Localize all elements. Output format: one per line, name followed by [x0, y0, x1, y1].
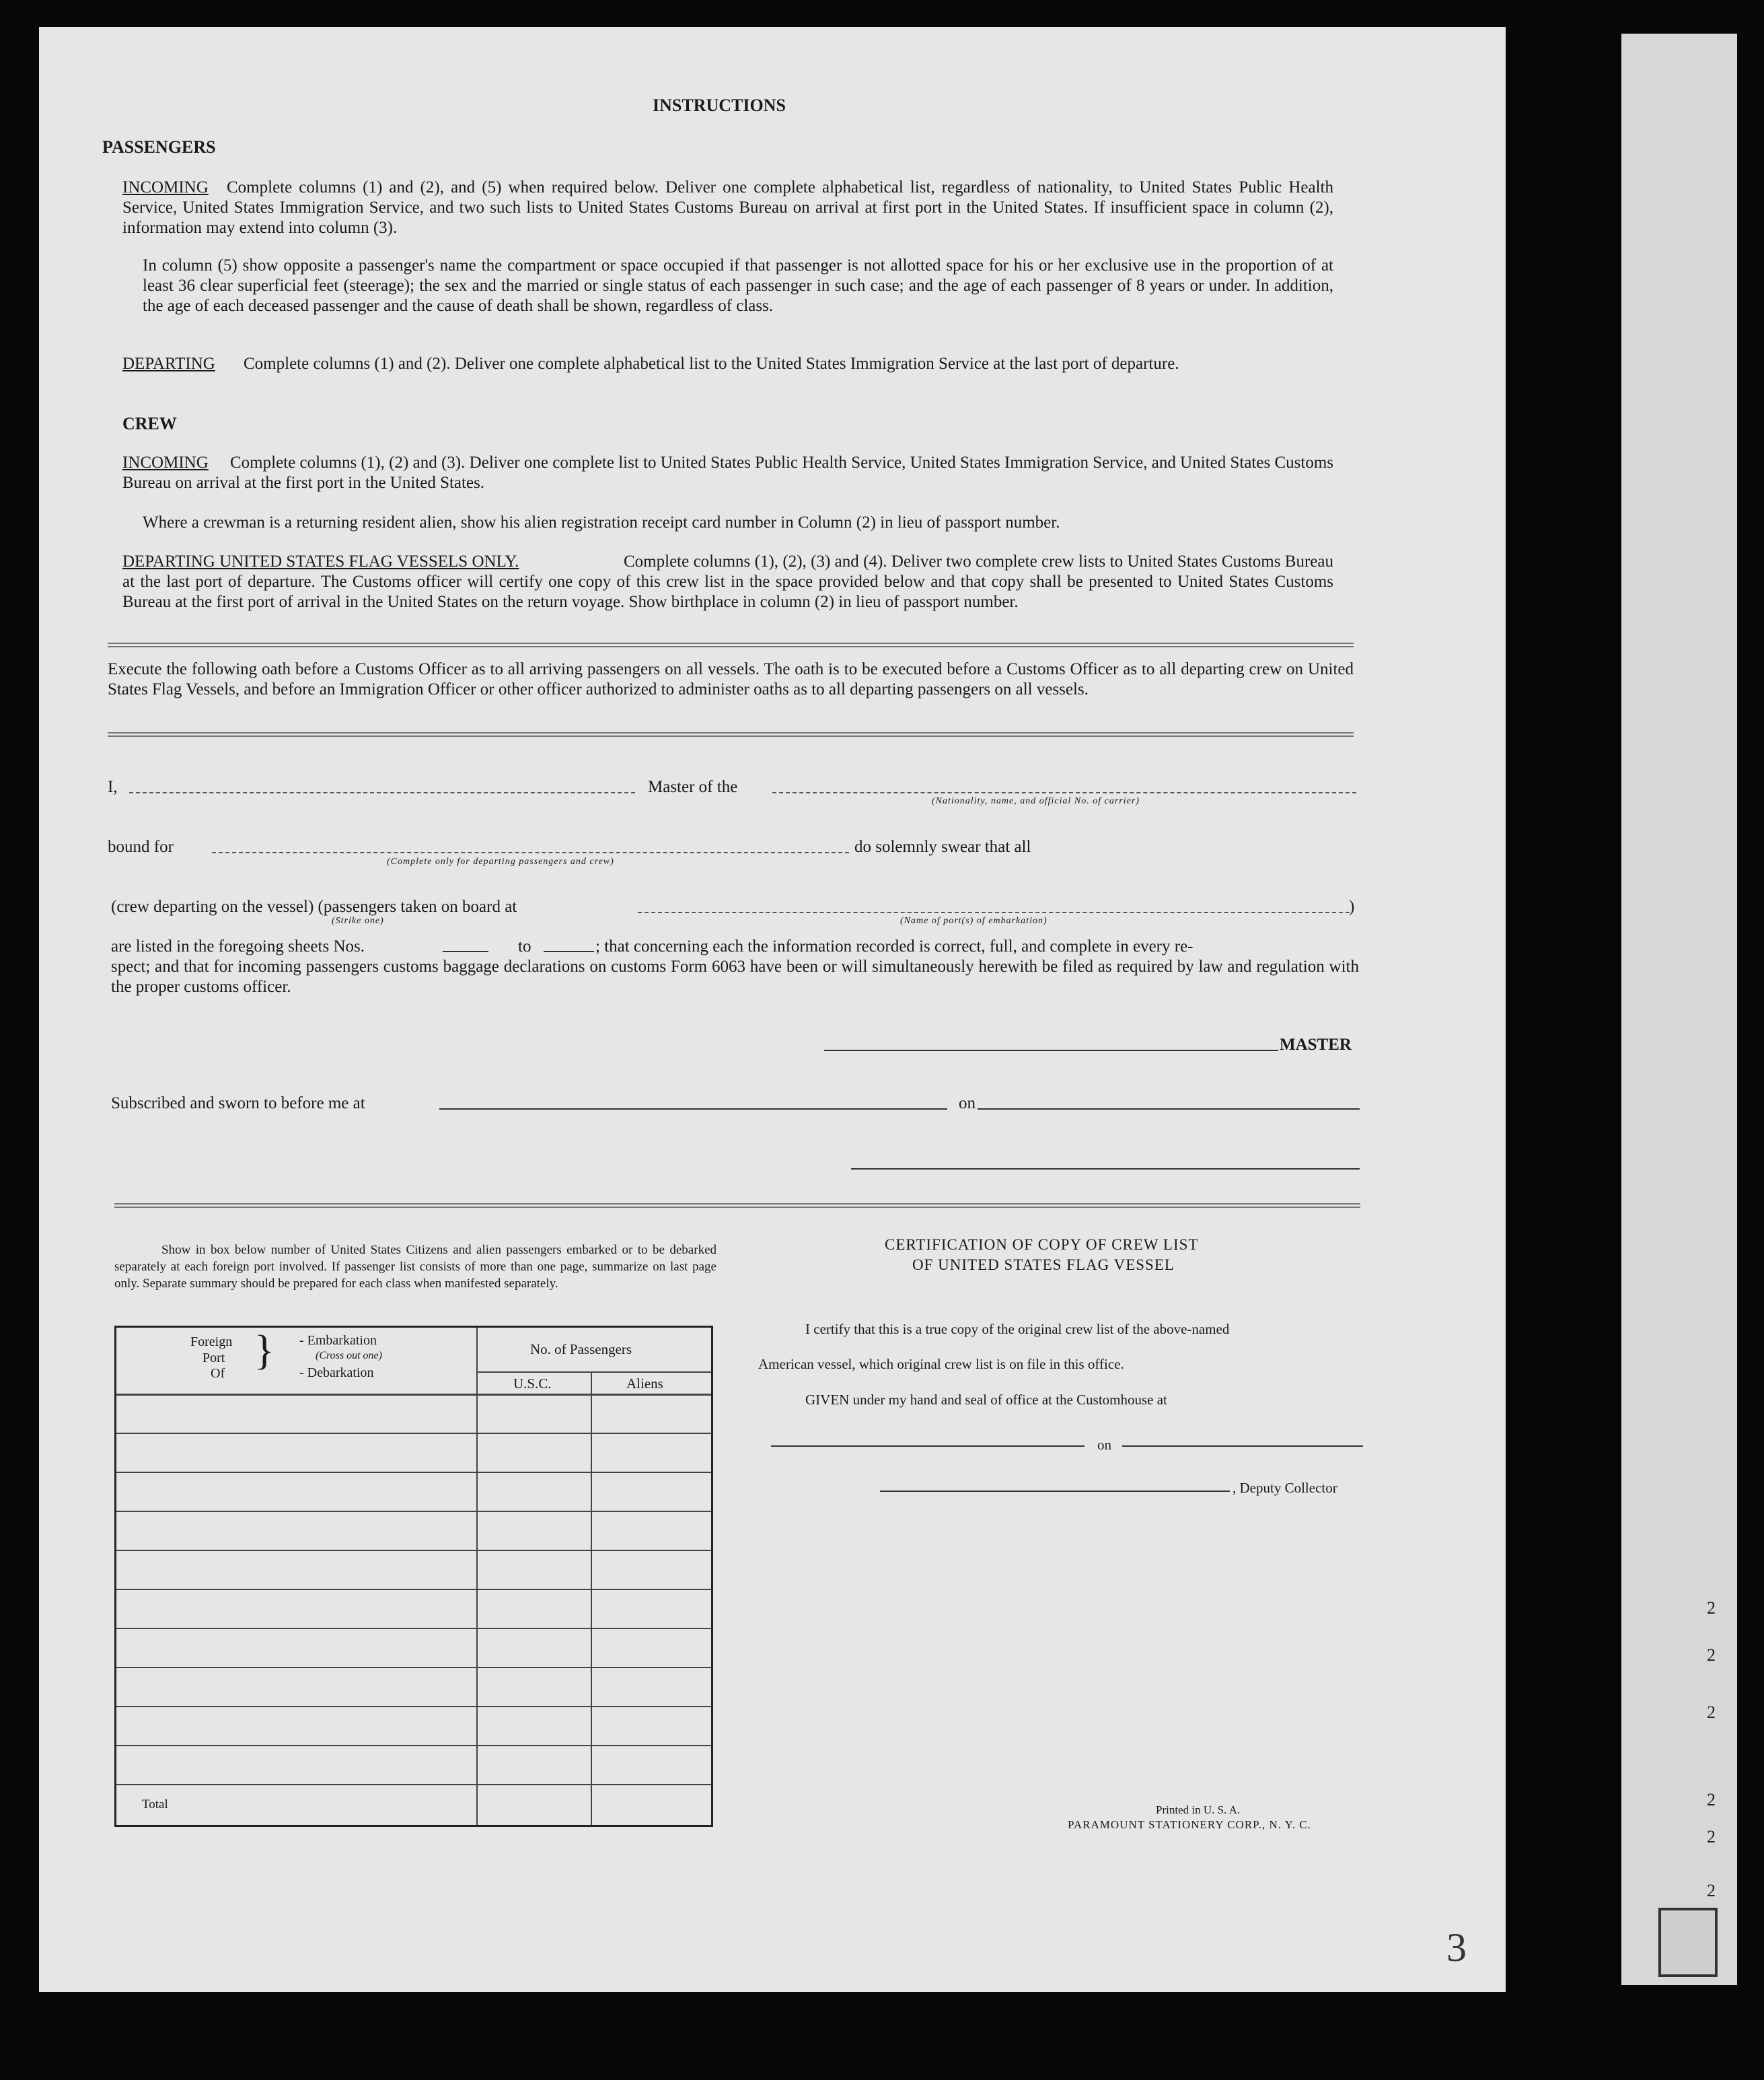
section-divider: [114, 1203, 1360, 1208]
crew-departing-choice: (crew departing on the vessel) (passengers taken on board at: [111, 898, 517, 916]
side-mark: 2: [1707, 1827, 1716, 1846]
embarkation-label: - Embarkation: [299, 1333, 377, 1348]
oath-intro: Execute the following oath before a Customs Officer as to all arriving passengers on all vessels. The oath is to be executed before a Customs Officer as to all departing crew on United States Flag Vessels, and before an Immigration Officer or other officer authorized to administer oaths as to all departing passengers on all vessels.: [108, 660, 1354, 698]
side-mark: 2: [1707, 1645, 1716, 1665]
side-mark: 2: [1707, 1598, 1716, 1618]
side-mark: 2: [1707, 1881, 1716, 1900]
section-divider: [108, 643, 1354, 647]
strike-one-hint: (Strike one): [332, 916, 384, 926]
table-row[interactable]: [116, 1745, 711, 1746]
sheet-to-field[interactable]: [544, 951, 594, 952]
master-of-the-label: Master of the: [648, 778, 738, 796]
of-label: Of: [211, 1366, 225, 1381]
table-column-divider: [591, 1371, 592, 1825]
officer-signature-field[interactable]: [851, 1168, 1360, 1170]
crew-departing-text: Complete columns (1), (2), (3) and (4). Deliver two complete crew lists to United States Customs Bureau at the last port of departure. The Customs officer will certify one copy of this crew list in the space provided below and that copy shall be presented to United States Customs Bureau at the first port of arrival in the United States on the return voyage. Show birthplace in column (2) in lieu of passport number.: [122, 552, 1333, 611]
sworn-place-field[interactable]: [439, 1108, 947, 1110]
table-row[interactable]: [116, 1433, 711, 1434]
table-header-divider: [476, 1371, 711, 1373]
bound-for-field[interactable]: [212, 852, 849, 853]
aliens-header: Aliens: [626, 1375, 663, 1392]
table-row[interactable]: [116, 1550, 711, 1551]
sheet-from-field[interactable]: [443, 951, 488, 952]
side-mark: 2: [1707, 1702, 1716, 1722]
table-row[interactable]: [116, 1628, 711, 1629]
section-divider: [108, 732, 1354, 737]
table-row[interactable]: [116, 1589, 711, 1590]
side-mark: 2: [1707, 1790, 1716, 1809]
listed-text-b: ; that concerning each the information recorded is correct, full, and complete in every re-: [595, 937, 1193, 956]
cross-out-hint: (Cross out one): [316, 1350, 382, 1361]
instructions-title: INSTRUCTIONS: [653, 96, 786, 115]
incoming-label: INCOMING: [122, 178, 209, 196]
column5-text: In column (5) show opposite a passenger's name the compartment or space occupied if that passenger is not allotted space for his or her exclusive use in the proportion of at least 36 clear superficial feet (steerage); the sex and the married or single status of each passenger in such case; and the age of each passenger of 8 years or under. In addition, the age of each deceased passenger and the cause of death shall be shown, regardless of class.: [143, 256, 1333, 315]
crew-heading: CREW: [122, 414, 177, 433]
debarkation-label: - Debarkation: [299, 1365, 374, 1380]
brace-icon: }: [254, 1328, 274, 1373]
ports-hint: (Name of port(s) of embarkation): [900, 916, 1048, 926]
american-vessel-text: American vessel, which original crew list is on file in this office.: [758, 1356, 1124, 1372]
swear-text: do solemnly swear that all: [854, 838, 1031, 856]
sworn-date-field[interactable]: [978, 1108, 1360, 1110]
passenger-summary-table: [114, 1326, 713, 1827]
listed-to-label: to: [518, 937, 531, 956]
crew-incoming-text: Complete columns (1), (2) and (3). Deliver one complete list to United States Public Health Service, United States Immigration Service, and United States Customs Bureau on arrival at the first port in the United States.: [122, 454, 1333, 492]
crewman-text: Where a crewman is a returning resident alien, show his alien registration receipt card number in Column (2) in lieu of passport number.: [143, 513, 1060, 532]
certification-title-1: CERTIFICATION OF COPY OF CREW LIST: [885, 1236, 1199, 1253]
subscribed-text: Subscribed and sworn to before me at: [111, 1094, 365, 1112]
deputy-collector-label: , Deputy Collector: [1233, 1480, 1337, 1496]
table-row[interactable]: [116, 1706, 711, 1707]
adjacent-page-box: [1658, 1908, 1718, 1977]
table-header-bottom: [116, 1394, 711, 1396]
passengers-heading: PASSENGERS: [102, 137, 216, 157]
cert-on-label: on: [1097, 1437, 1111, 1453]
certification-title-2: OF UNITED STATES FLAG VESSEL: [912, 1256, 1175, 1273]
deputy-signature-field[interactable]: [880, 1491, 1230, 1492]
listed-text-rest: spect; and that for incoming passengers customs baggage declarations on customs Form 6063 have been or will simultaneously herewith be filed as required by law and regulation with the proper customs officer.: [111, 958, 1359, 996]
sworn-on-label: on: [959, 1094, 976, 1112]
departing-label: DEPARTING: [122, 355, 215, 373]
bound-for-hint: (Complete only for departing passengers and crew): [387, 857, 614, 867]
summary-instructions: Show in box below number of United States Citizens and alien passengers embarked or to be debarked separately at each foreign port involved. If passenger list consists of more than one page, summarize on last page only. Separate summary should be prepared for each class when manifested separately.: [114, 1243, 716, 1291]
listed-text-a: are listed in the foregoing sheets Nos.: [111, 937, 365, 956]
incoming-text: Complete columns (1) and (2), and (5) when required below. Deliver one complete alphabetical list, regardless of nationality, to United States Public Health Service, United States Immigration Service, and two such lists to United States Customs Bureau on arrival at first port in the United States. If insufficient space in column (2), information may extend into column (3).: [122, 178, 1333, 237]
printed-in-usa: Printed in U. S. A.: [1156, 1803, 1241, 1816]
certify-text: I certify that this is a true copy of the original crew list of the above-named: [805, 1321, 1230, 1337]
ports-field[interactable]: [638, 912, 1350, 913]
table-row[interactable]: [116, 1472, 711, 1473]
master-label: MASTER: [1280, 1036, 1352, 1054]
table-row[interactable]: [116, 1511, 711, 1512]
table-row[interactable]: [116, 1667, 711, 1668]
adjacent-page-edge: [1621, 34, 1737, 1985]
handwritten-page-number: 3: [1446, 1925, 1467, 1970]
usc-header: U.S.C.: [513, 1375, 552, 1392]
nationality-hint: (Nationality, name, and official No. of carrier): [932, 796, 1140, 806]
cert-date-field[interactable]: [1122, 1445, 1363, 1447]
customhouse-field[interactable]: [771, 1445, 1085, 1447]
printer-name: PARAMOUNT STATIONERY CORP., N. Y. C.: [1068, 1818, 1311, 1831]
carrier-field[interactable]: [772, 792, 1356, 793]
crew-departing-label: DEPARTING UNITED STATES FLAG VESSELS ONLY.: [122, 552, 519, 571]
departing-text: Complete columns (1) and (2). Deliver one complete alphabetical list to the United States Immigration Service at the last port of departure.: [244, 355, 1179, 373]
table-column-divider: [476, 1328, 478, 1825]
table-row[interactable]: [116, 1784, 711, 1785]
no-of-passengers-header: No. of Passengers: [530, 1341, 632, 1357]
foreign-label: Foreign: [190, 1334, 233, 1349]
bound-for-label: bound for: [108, 838, 174, 856]
total-label: Total: [142, 1797, 168, 1812]
crew-incoming-label: INCOMING: [122, 454, 209, 472]
i-label: I,: [108, 778, 118, 796]
given-text: GIVEN under my hand and seal of office at the Customhouse at: [805, 1392, 1167, 1408]
close-paren: ): [1349, 898, 1355, 916]
master-signature-field[interactable]: [824, 1050, 1278, 1051]
master-name-field[interactable]: [129, 792, 635, 793]
port-label: Port: [203, 1351, 225, 1365]
